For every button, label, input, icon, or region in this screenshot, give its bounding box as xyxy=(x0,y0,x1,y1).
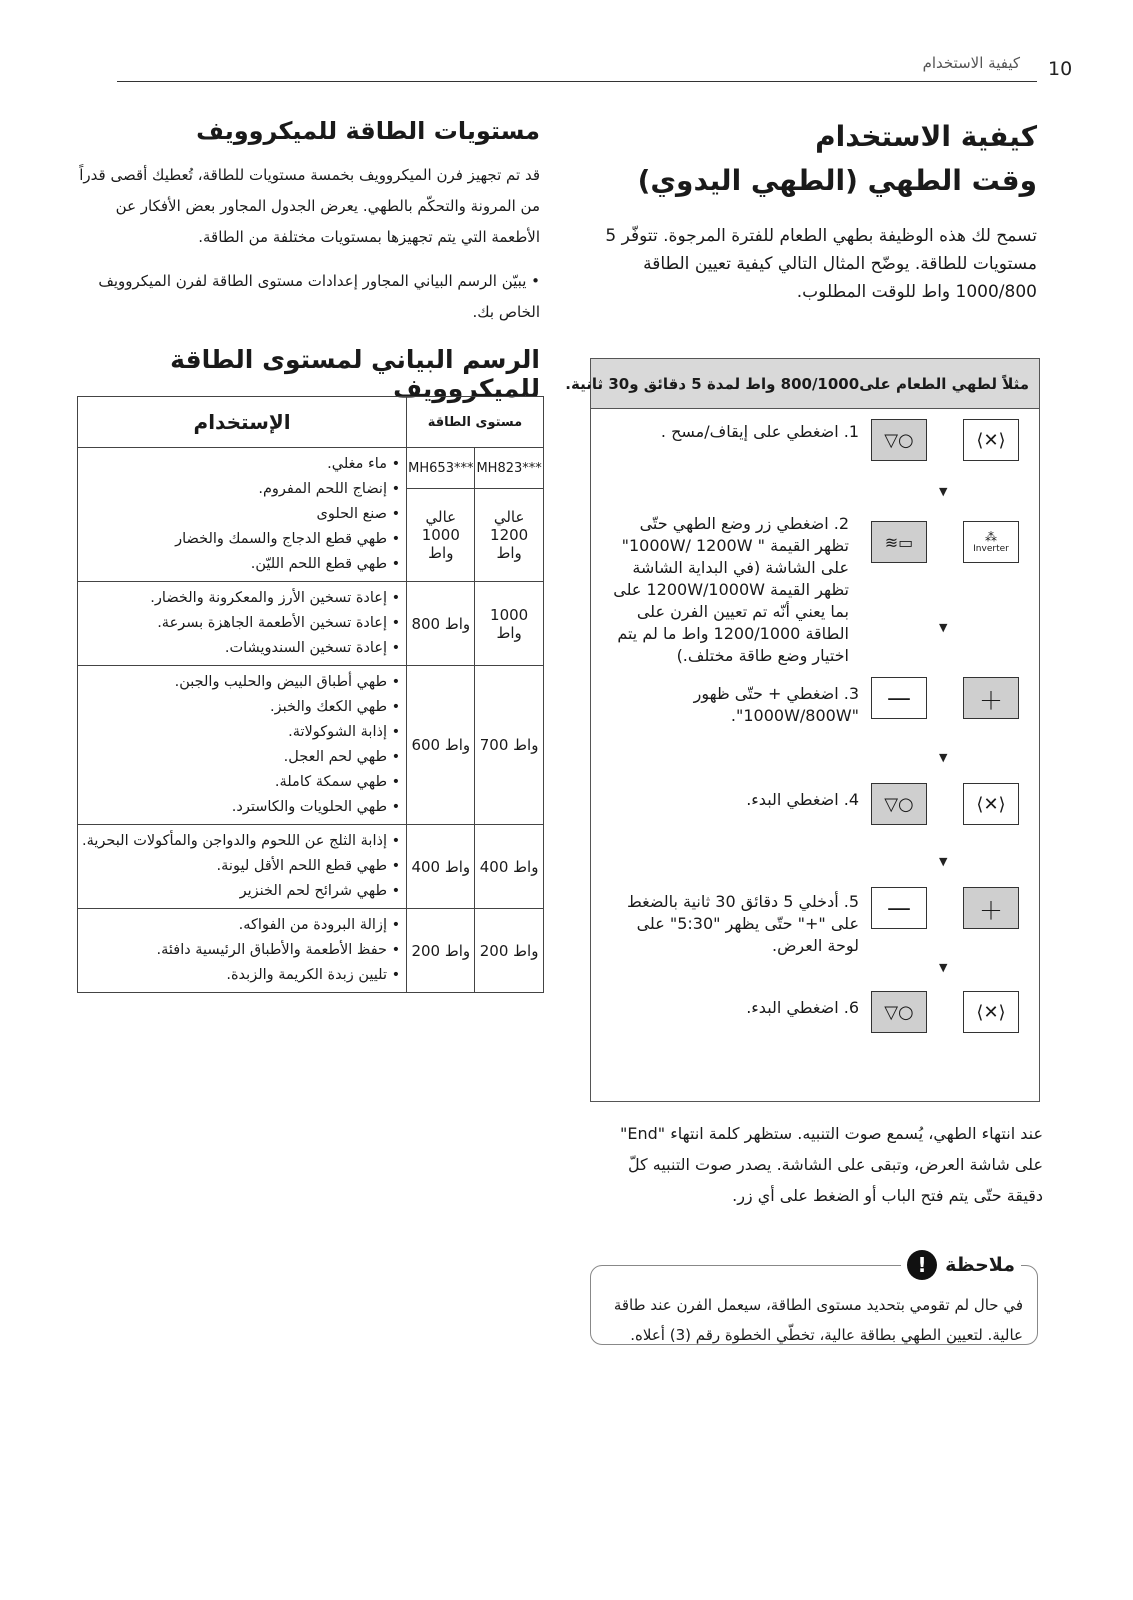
exclamation-icon: ! xyxy=(907,1250,937,1280)
page-number: 10 xyxy=(1048,58,1073,80)
use-item: • إنضاج اللحم المفروم. xyxy=(258,481,401,497)
table-header-row xyxy=(78,397,544,448)
minus-icon: — xyxy=(887,894,911,922)
start-icon: ▽○ xyxy=(884,429,914,451)
power-level-table xyxy=(77,396,544,993)
step-4: 4. اضغطي البدء. xyxy=(746,790,859,809)
step-5: 5. أدخلي 5 دقائق 30 ثانية بالضغط على "+" حتّى يظهر "5:30" على لوحة العرض. xyxy=(626,892,859,955)
inverter-button[interactable] xyxy=(963,521,1019,563)
section-heading xyxy=(597,115,1037,203)
heading-line1: كيفية الاستخدام xyxy=(815,120,1037,153)
arrow-down-icon: ▼ xyxy=(939,485,948,498)
use-item: • صنع الحلوى xyxy=(316,506,401,522)
stop-clear-button[interactable] xyxy=(963,783,1019,825)
plus-icon: ＋ xyxy=(979,686,1003,715)
power-cell: عالي 1000 واط xyxy=(407,489,475,582)
use-item: • إعادة تسخين السندويشات. xyxy=(224,640,401,656)
table-cell-uses xyxy=(78,909,407,993)
arrow-down-icon: ▼ xyxy=(939,751,948,764)
use-item: • إزالة البرودة من الفواكه. xyxy=(238,917,401,933)
power-cell: 700 واط xyxy=(475,666,543,825)
stop-clear-button[interactable] xyxy=(963,991,1019,1033)
cook-mode-icon: ≋▭ xyxy=(884,532,914,552)
use-item: • ماء مغلي. xyxy=(327,456,401,472)
power-chart-heading: الرسم البياني لمستوى الطاقة للميكروويف xyxy=(170,345,540,403)
start-button[interactable] xyxy=(871,419,927,461)
note-heading-text: ملاحظة xyxy=(945,1254,1015,1276)
arrow-down-icon: ▼ xyxy=(939,961,948,974)
heading-line2: وقت الطهي (الطهي اليدوي) xyxy=(637,164,1037,197)
table-row xyxy=(78,582,544,666)
power-levels-heading: مستويات الطاقة للميكروويف xyxy=(196,117,540,145)
power-cell: 200 واط xyxy=(475,909,543,993)
column-header-use: الإستخدام xyxy=(78,397,407,448)
minus-button[interactable] xyxy=(871,677,927,719)
use-item: • إعادة تسخين الأرز والمعكرونة والخضار. xyxy=(150,590,401,606)
use-item: • تليين زبدة الكريمة والزبدة. xyxy=(226,967,401,983)
power-cell: 200 واط xyxy=(407,909,475,993)
use-item: • إعادة تسخين الأطعمة الجاهزة بسرعة. xyxy=(157,615,401,631)
cook-mode-button[interactable] xyxy=(871,521,927,563)
plus-button[interactable] xyxy=(963,887,1019,929)
step-1: 1. اضغطي على إيقاف/مسح . xyxy=(660,422,859,441)
start-button[interactable] xyxy=(871,783,927,825)
power-cell: 400 واط xyxy=(407,825,475,909)
use-item: • طهي أطباق البيض والحليب والجبن. xyxy=(174,674,401,690)
start-icon: ▽○ xyxy=(884,1001,914,1023)
power-levels-bullet: • يبيّن الرسم البياني المجاور إعدادات مستوى الطاقة لفرن الميكروويف الخاص بك. xyxy=(98,272,540,321)
power-levels-intro: قد تم تجهيز فرن الميكروويف بخمسة مستويات للطاقة، تُعطيك أقصى قدراً من المرونة والتحكّم بالطهي. يعرض الجدول المجاور بعض الأفكار عن الأطعمة التي يتم تجهيزها بمستويات مختلفة من الطاقة. xyxy=(79,166,540,246)
note-text: في حال لم تقومي بتحديد مستوى الطاقة، سيعمل الفرن عند طاقة عالية. لتعيين الطهي بطاقة عالية، تخطّي الخطوة رقم (3) أعلاه. xyxy=(613,1296,1023,1344)
inverter-label: Inverter xyxy=(973,544,1009,554)
start-icon: ▽○ xyxy=(884,793,914,815)
power-mode-icon: ⁂ xyxy=(985,530,997,544)
power-cell: عالي 1200 واط xyxy=(475,489,543,582)
model-label: MH653*** xyxy=(407,448,475,489)
use-item: • طهي الحلويات والكاسترد. xyxy=(231,799,401,815)
use-item: • إذابة الشوكولاتة. xyxy=(288,724,401,740)
example-box xyxy=(565,358,1040,1102)
use-item: • طهي الكعك والخبز. xyxy=(270,699,401,715)
arrow-down-icon: ▼ xyxy=(939,855,948,868)
use-item: • إذابة الثلج عن اللحوم والدواجن والمأكولات البحرية. xyxy=(82,833,401,849)
start-button[interactable] xyxy=(871,991,927,1033)
power-cell: 600 واط xyxy=(407,666,475,825)
use-item: • طهي قطع اللحم الليّن. xyxy=(250,556,401,572)
power-cell: 400 واط xyxy=(475,825,543,909)
table-cell-uses xyxy=(78,825,407,909)
stop-clear-icon: ⟨✕⟩ xyxy=(976,1001,1006,1023)
use-item: • طهي شرائح لحم الخنزير xyxy=(239,883,401,899)
table-cell-uses xyxy=(78,666,407,825)
stop-clear-icon: ⟨✕⟩ xyxy=(976,793,1006,815)
header-rule xyxy=(117,81,1037,82)
column-header-level: مستوى الطاقة xyxy=(407,397,544,448)
table-row xyxy=(78,825,544,909)
model-label: MH823*** xyxy=(475,448,543,489)
plus-button[interactable] xyxy=(963,677,1019,719)
use-item: • حفظ الأطعمة والأطباق الرئيسية دافئة. xyxy=(156,942,401,958)
step-2: 2. اضغطي زر وضع الطهي حتّى تظهر القيمة " 1000W/ 1200W" على الشاشة (في البداية الشاشة تظهر القيمة 1200W/1000W على بما يعني أنّه تم تعيين الفرن على الطاقة 1200/1000 واط ما لم يتم اختيار وضع طاقة مختلف.) xyxy=(613,514,849,665)
table-cell-uses xyxy=(78,582,407,666)
intro-paragraph: تسمح لك هذه الوظيفة بطهي الطعام للفترة المرجوة. تتوفّر 5 مستويات للطاقة. يوضّح المثال التالي كيفية تعيين الطاقة 1000/800 واط للوقت المطلوب. xyxy=(605,226,1037,302)
step-6: 6. اضغطي البدء. xyxy=(746,998,859,1017)
minus-icon: — xyxy=(887,684,911,712)
table-cell-uses xyxy=(78,448,407,582)
use-item: • طهي قطع الدجاج والسمك والخضار xyxy=(175,531,401,547)
table-model-row xyxy=(78,448,544,489)
minus-button[interactable] xyxy=(871,887,927,929)
plus-icon: ＋ xyxy=(979,896,1003,925)
power-cell: 1000 واط xyxy=(475,582,543,666)
end-note: عند انتهاء الطهي، يُسمع صوت التنبيه. ستظهر كلمة انتهاء "End" على شاشة العرض، وتبقى على الشاشة. يصدر صوت التنبيه كلّ دقيقة حتّى يتم فتح الباب أو الضغط على أي زر. xyxy=(620,1124,1043,1205)
use-item: • طهي لحم العجل. xyxy=(283,749,401,765)
stop-clear-button[interactable] xyxy=(963,419,1019,461)
use-item: • طهي سمكة كاملة. xyxy=(274,774,401,790)
header-title: كيفية الاستخدام xyxy=(922,54,1020,72)
example-title: مثلاً لطهي الطعام على800/1000 واط لمدة 5 دقائق و30 ثانية. xyxy=(591,359,1039,409)
note-heading xyxy=(901,1250,1021,1280)
use-item: • طهي قطع اللحم الأقل ليونة. xyxy=(216,858,401,874)
stop-clear-icon: ⟨✕⟩ xyxy=(976,429,1006,451)
step-3: 3. اضغطي + حتّى ظهور "1000W/800W". xyxy=(693,684,859,725)
table-row xyxy=(78,909,544,993)
table-row xyxy=(78,666,544,825)
arrow-down-icon: ▼ xyxy=(939,621,948,634)
power-cell: 800 واط xyxy=(407,582,475,666)
